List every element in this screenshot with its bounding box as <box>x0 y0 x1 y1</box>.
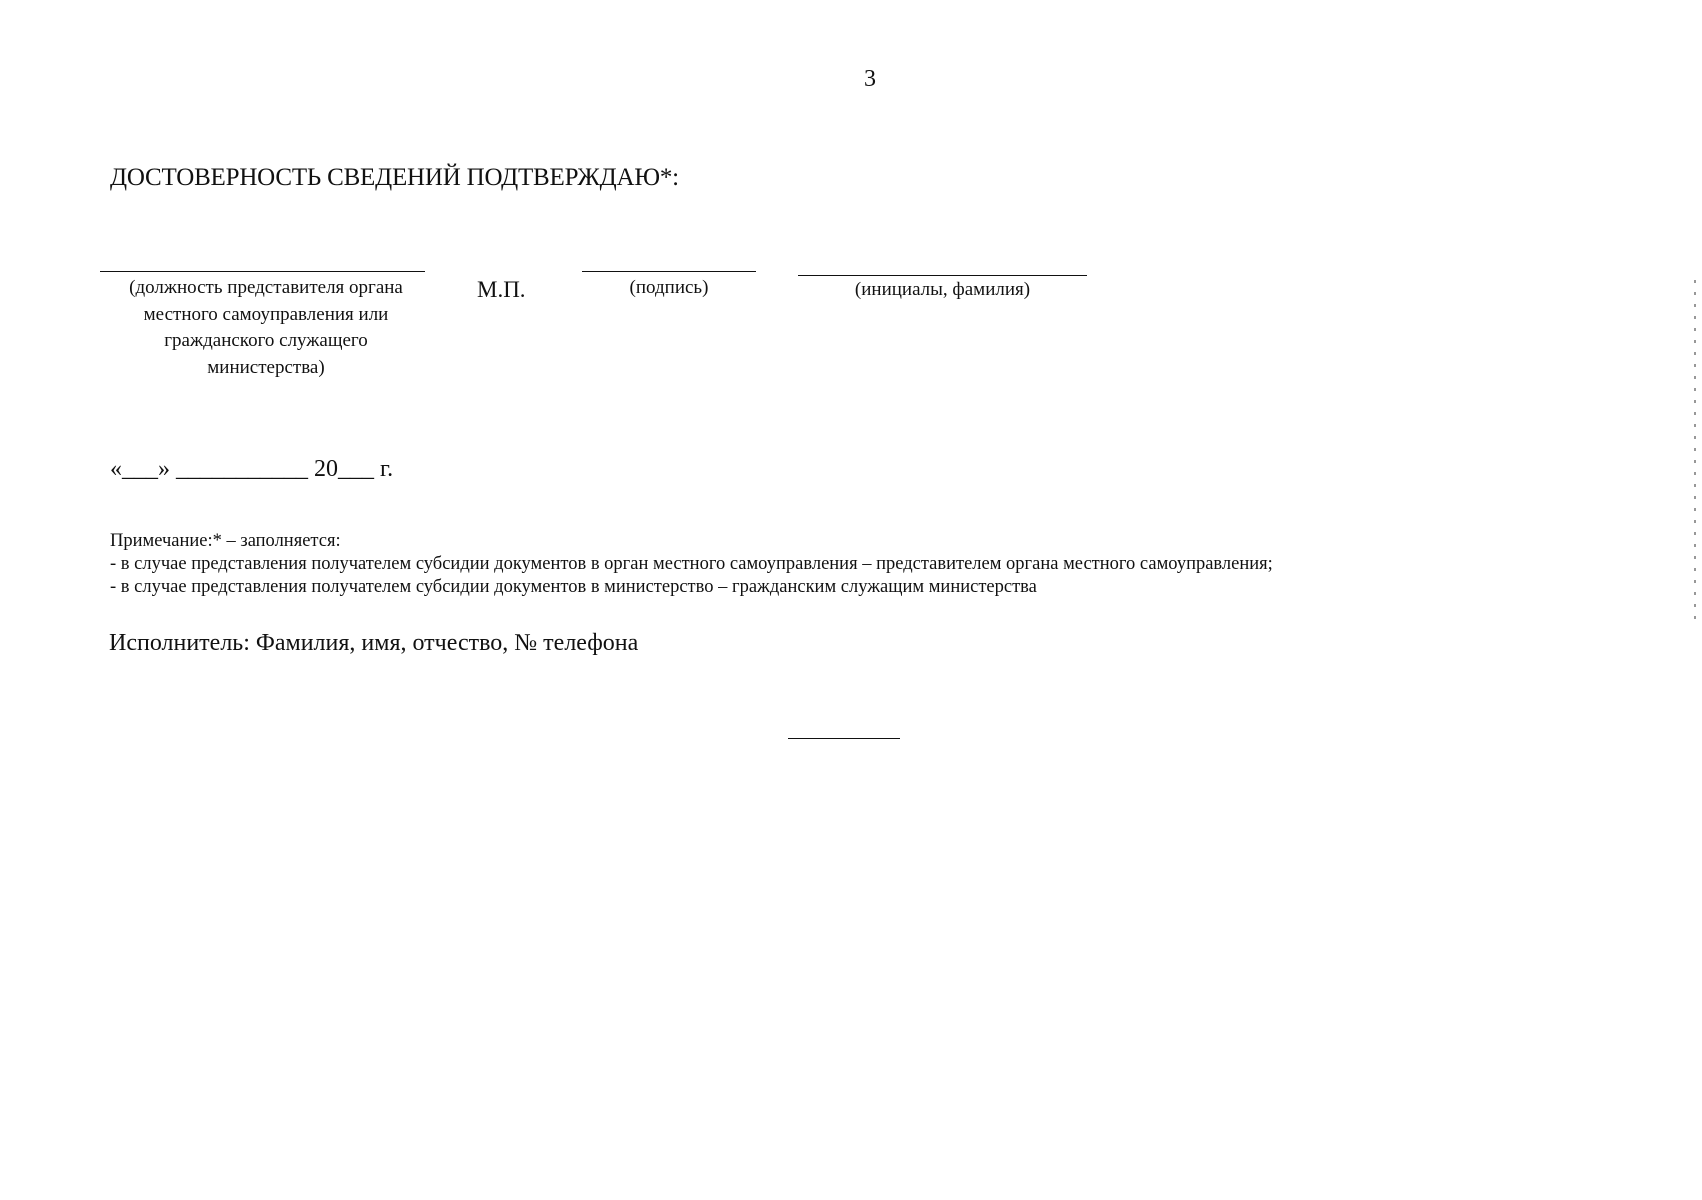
signature-line <box>582 271 756 272</box>
confirmation-heading: ДОСТОВЕРНОСТЬ СВЕДЕНИЙ ПОДТВЕРЖДАЮ*: <box>110 164 679 191</box>
initials-caption: (инициалы, фамилия) <box>854 279 1031 300</box>
initials-signature-line <box>798 275 1087 276</box>
stamp-label: М.П. <box>477 277 526 302</box>
date-line: «___» ___________ 20___ г. <box>110 456 394 482</box>
position-caption-line: гражданского служащего <box>164 330 368 351</box>
executor-line: Исполнитель: Фамилия, имя, отчество, № телефона <box>109 630 639 656</box>
signature-caption: (подпись) <box>629 277 709 298</box>
position-signature-line <box>100 271 425 272</box>
position-caption <box>102 275 430 381</box>
scan-edge-marks <box>1694 280 1696 620</box>
note-item: - в случае представления получателем субсидии документов в министерство – гражданским служащим министерства <box>110 577 1037 597</box>
position-caption-line: местного самоуправления или <box>143 303 389 325</box>
document-end-rule <box>788 738 900 739</box>
page-number: 3 <box>864 66 876 92</box>
position-caption-line: (должность представителя органа <box>129 277 403 298</box>
note-item: - в случае представления получателем субсидии документов в орган местного самоуправления – представителем органа местного самоуправления; <box>110 554 1273 574</box>
position-caption-line: министерства) <box>207 356 325 378</box>
note-title: Примечание:* – заполняется: <box>110 531 341 551</box>
note-block <box>110 530 1273 599</box>
